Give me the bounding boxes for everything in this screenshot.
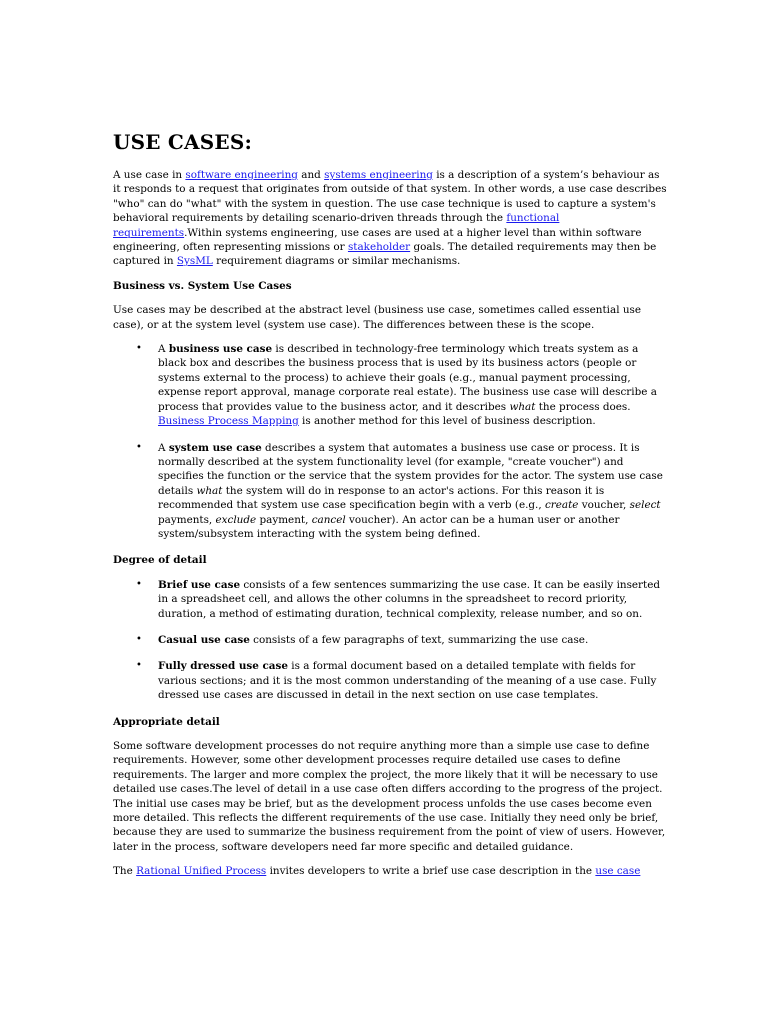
list-item [136, 578, 668, 621]
item-emphasis: what [196, 484, 223, 497]
link-functional-requirements[interactable]: functional requirements [113, 212, 560, 239]
link-sysml[interactable]: SysML [176, 255, 213, 268]
intro-text: and [297, 169, 325, 181]
item-text: consists of a few sentences summarizing the use case. It can be easily inserted in a spreadsheet cell, and allows the other columns in the spreadsheet to record priority, duration, a method of estimating duration, technical complexity, release number, and so on. [158, 578, 661, 620]
list-item [136, 659, 668, 702]
item-text: consists of a few paragraphs of text, summarizing the use case. [249, 633, 589, 646]
scope-paragraph: Use cases may be described at the abstract level (business use case, sometimes called essential use case), or at the system level (system use case). The differences between these is the scope. [113, 304, 641, 331]
intro-text: .Within systems engineering, use cases are used at a higher level than within software engineering, often representing missions or [113, 226, 642, 254]
list-item [136, 441, 668, 542]
link-rational-unified-process[interactable]: Rational Unified Process [136, 865, 267, 878]
detail-level-list [113, 578, 668, 703]
intro-text: is a description of a system’s behaviour as it responds to a request that originates from outside of that system. In other words, a use case describes "who" can do "what" with the system in question. The use case technique is used to capture a system's behavioral requirements by detailing scenario-driven threads through the [113, 169, 667, 225]
item-text: voucher, [578, 499, 630, 512]
term-business-use-case: business use case [168, 343, 273, 356]
bullet-icon: • [136, 441, 142, 453]
use-case-type-list [113, 342, 668, 541]
item-emphasis: cancel [311, 513, 346, 526]
bullet-icon: • [136, 660, 142, 672]
intro-paragraph [113, 168, 668, 269]
list-item [136, 342, 668, 428]
bullet-icon: • [136, 633, 142, 645]
intro-text: requirement diagrams or similar mechanisms. [212, 255, 461, 268]
item-emphasis: select [629, 499, 661, 512]
link-business-process-mapping[interactable]: Business Process Mapping [158, 415, 299, 428]
item-text: voucher). An actor can be a human user or another system/subsystem interacting with the system being defined. [158, 513, 620, 540]
rup-text: invites developers to write a brief use case description in the [266, 865, 596, 878]
item-emphasis: create [544, 499, 579, 512]
rup-paragraph [113, 864, 668, 878]
appropriate-detail-paragraph: Some software development processes do not require anything more than a simple use case to define requirements. However, some other development processes require detailed use cases to define requirements. The larger and more complex the project, the more likely that it will be necessary to use detailed use cases.The level of detail in a use case often differs according to the progress of the project. The initial use cases may be brief, but as the development process unfolds the use cases become even more detailed. This reflects the different requirements of the use case. Initially they need only be brief, because they are used to summarize the business requirement from the point of view of users. However, later in the process, software developers need far more specific and detailed guidance. [113, 740, 666, 853]
bullet-icon: • [136, 578, 142, 590]
link-stakeholder[interactable]: stakeholder [347, 241, 411, 254]
item-text: is another method for this level of business description. [298, 415, 596, 428]
item-emphasis: what [509, 400, 536, 413]
section-heading-business-vs-system: Business vs. System Use Cases [113, 279, 292, 292]
intro-text: A use case in [113, 169, 186, 181]
item-text: the system will do in response to an actor's actions. For this reason it is recommended that system use case specification begin with a verb (e.g., [158, 484, 605, 512]
term-system-use-case: system use case [168, 441, 262, 454]
item-text: A [158, 441, 169, 454]
link-software-engineering[interactable]: software engineering [185, 169, 298, 181]
page-title: USE CASES: [113, 130, 253, 154]
bullet-icon: • [136, 343, 142, 355]
link-systems-engineering[interactable]: systems engineering [324, 169, 433, 181]
item-text: describes a system that automates a business use case or process. It is normally described at the system functionality level (for example, "create voucher") and specifies the function or the service that the system provides for the actor. The system use case details [158, 441, 663, 497]
term-fully-dressed-use-case: Fully dressed use case [158, 660, 288, 673]
intro-text: goals. The detailed requirements may then be captured in [113, 241, 657, 268]
item-text: payment, [256, 513, 312, 526]
item-text: is described in technology-free terminology which treats system as a black box and describes the business process that is used by its business actors (people or systems external to the process) to achieve their goals (e.g., manual payment processing, expense report approval, manage corporate real estate). The business use case will describe a process that provides value to the business actor, and it describes [158, 343, 657, 413]
section-heading-degree-of-detail: Degree of detail [113, 554, 207, 567]
item-text: A [158, 343, 169, 356]
term-brief-use-case: Brief use case [158, 578, 241, 591]
item-text: is a formal document based on a detailed template with fields for various sections; and it is the most common understanding of the meaning of a use case. Fully dressed use cases are discussed in detail in the next section on use case templates. [158, 660, 657, 702]
section-heading-appropriate-detail: Appropriate detail [113, 715, 220, 728]
link-use-case[interactable]: use case [595, 865, 641, 878]
item-text: the process does. [535, 400, 631, 413]
item-text: payments, [158, 513, 216, 526]
item-emphasis: exclude [215, 513, 257, 526]
term-casual-use-case: Casual use case [158, 633, 250, 646]
list-item [136, 633, 668, 647]
rup-text: The [113, 865, 137, 878]
